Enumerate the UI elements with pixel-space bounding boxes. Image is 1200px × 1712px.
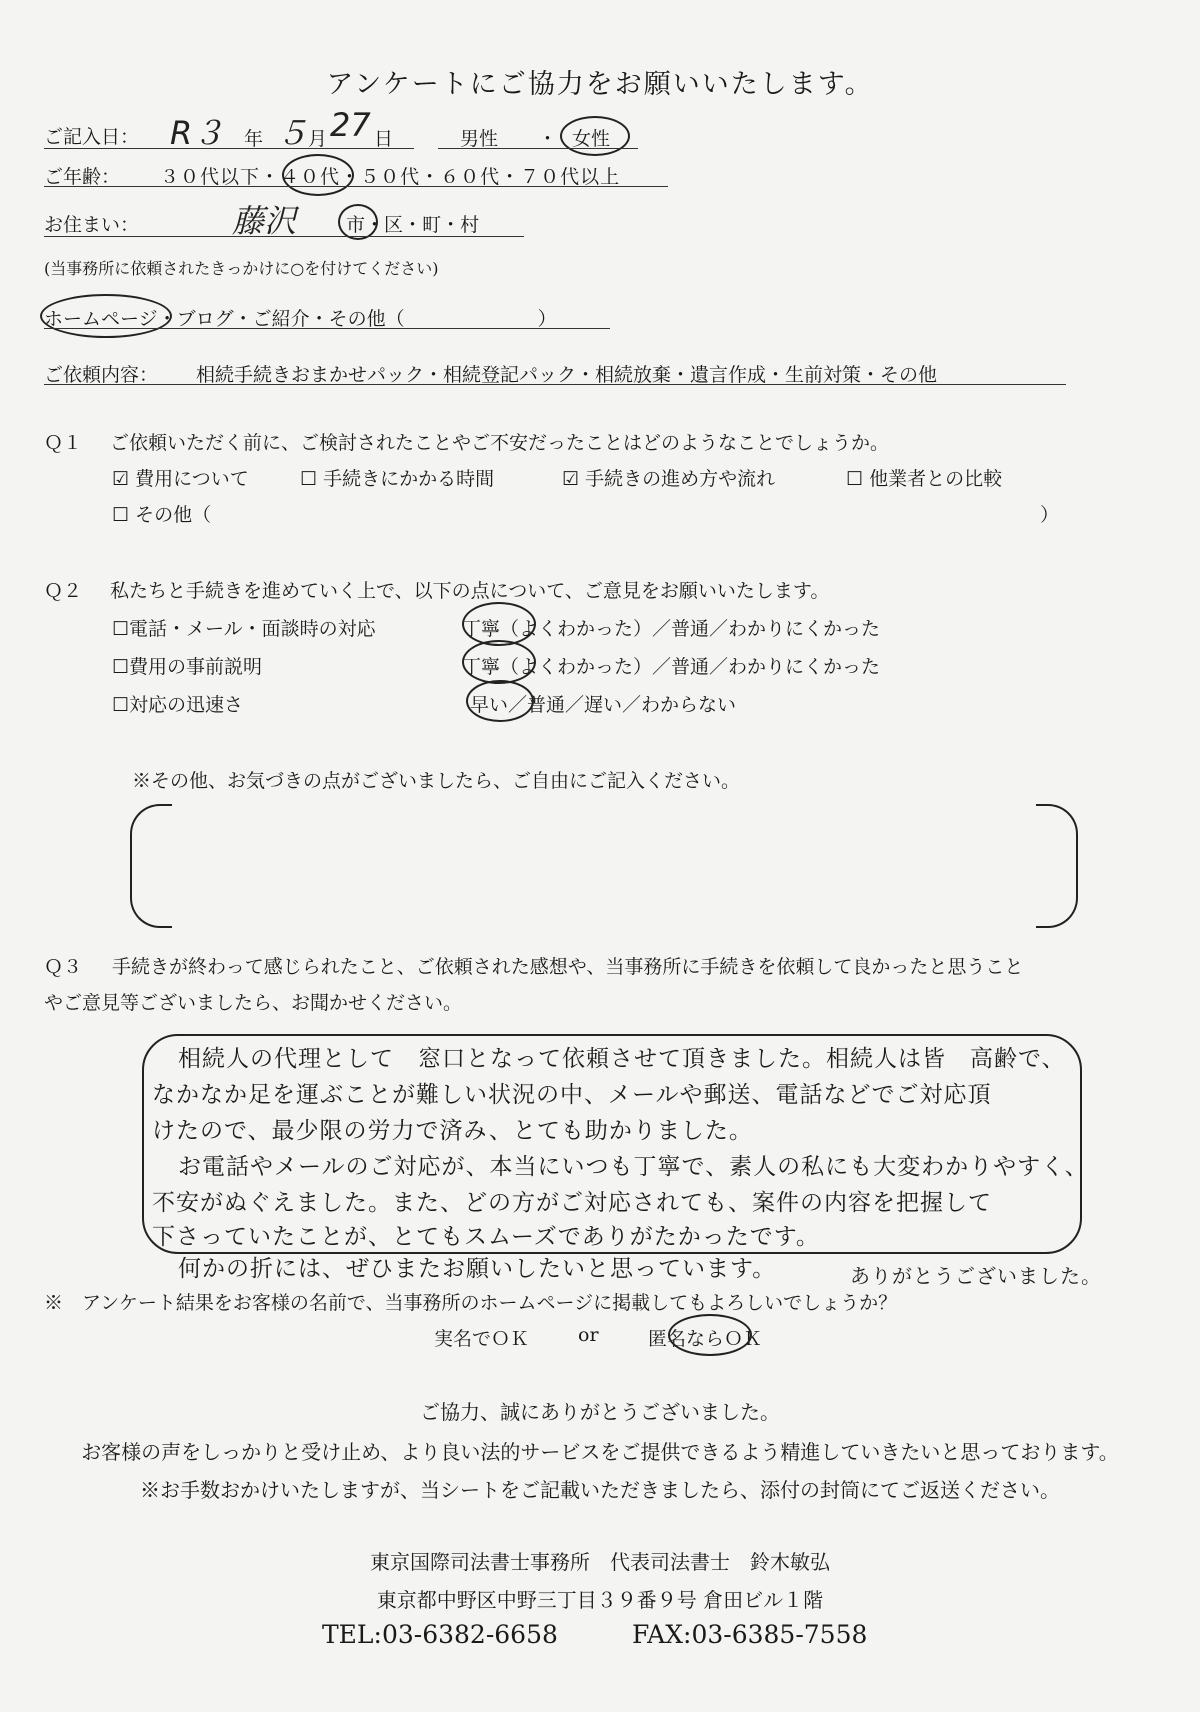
q1-option-cost <box>112 464 249 491</box>
office-address: 東京都中野区中野三丁目３９番９号 倉田ビル１階 <box>376 1588 824 1612</box>
trigger-underline <box>44 328 610 329</box>
checkbox-icon[interactable]: ☐ <box>300 468 318 490</box>
trigger-options: ホームページ・ブログ・ご紹介・その他（ ） <box>44 308 557 330</box>
q1-option-process <box>562 464 775 491</box>
office-tel: TEL:03-6382-6658 <box>322 1620 558 1649</box>
gender-male: 男性 <box>460 128 499 150</box>
address-label: お住まい： <box>44 214 140 236</box>
q2-row-speed-label: ☐対応の迅速さ <box>112 694 244 716</box>
checkbox-icon[interactable]: ☐ <box>112 504 130 526</box>
office-fax: FAX:03-6385-7558 <box>632 1620 868 1649</box>
q1-other-close: ） <box>1040 504 1060 526</box>
q1-option-compare-label: 他業者との比較 <box>869 468 1003 490</box>
address-ward: 区 <box>384 214 404 236</box>
q2-speed-fast-circle <box>466 680 534 722</box>
q3-number: Ｑ３ <box>44 956 83 978</box>
age-option-50: ５０代 <box>360 166 421 188</box>
q2-number: Ｑ２ <box>44 580 83 602</box>
month-unit: 月 <box>308 128 328 150</box>
address-town: 町 <box>422 214 442 236</box>
q1-other-label: その他（ <box>135 504 212 526</box>
q2-note: ※その他、お気づきの点がございましたら、ご自由にご記入ください。 <box>132 770 741 792</box>
q1-option-process-label: 手続きの進め方や流れ <box>585 468 776 490</box>
q2-text: 私たちと手続きを進めていく上で、以下の点について、ご意見をお願いいたします。 <box>110 580 830 602</box>
publish-question: ※ アンケート結果をお客様の名前で、当事務所のホームページに掲載してもよろしいでしょうか？ <box>44 1292 898 1314</box>
q2-row-cost-choices: 丁寧（よくわかった）／普通／わかりにくかった <box>462 656 881 678</box>
publish-or: or <box>578 1324 599 1346</box>
gender-sep: ・ <box>538 128 558 150</box>
q3-hand-thanks: ありがとうございました。 <box>850 1264 1102 1288</box>
publish-anonymous-circle <box>668 1314 752 1356</box>
q3-hand-line-1: 相続人の代理として 窓口となって依頼させて頂きました。相続人は皆 高齢で、 <box>178 1046 1066 1072</box>
q3-hand-line-5: 不安がぬぐえました。また、どの方がご対応されても、案件の内容を把握して <box>152 1190 992 1216</box>
age-options <box>160 162 620 189</box>
checkbox-checked-icon[interactable]: ☑ <box>562 468 580 490</box>
homepage-circle <box>40 294 172 338</box>
checkbox-icon[interactable]: ☐ <box>846 468 864 490</box>
q2-row-contact-label: ☐電話・メール・面談時の対応 <box>112 618 376 640</box>
q3-text-line2: やご意見等ございましたら、お聞かせください。 <box>44 992 463 1014</box>
closing-line-3: ※お手数おかけいたしますが、当シートをご記載いただきましたら、添付の封筒にてご返送ください。 <box>140 1478 1060 1502</box>
q3-text-line1: 手続きが終わって感じられたこと、ご依頼された感想や、当事務所に手続きを依頼して良かったと思うこと <box>112 956 1024 978</box>
q1-option-other <box>112 500 211 527</box>
entry-date-label: ご記入日： <box>44 126 140 148</box>
age-option-30: ３０代以下 <box>160 166 261 188</box>
age-40-circle <box>282 154 354 196</box>
q2-row-contact-choices: 丁寧（よくわかった）／普通／わかりにくかった <box>462 618 881 640</box>
q3-hand-line-2: なかなか足を運ぶことが難しい状況の中、メールや郵送、電話などでご対応頂 <box>152 1082 992 1108</box>
q3-hand-line-6: 下さっていたことが、とてもスムーズでありがたかったです。 <box>152 1224 820 1250</box>
closing-line-1: ご協力、誠にありがとうございました。 <box>420 1400 780 1424</box>
publish-anonymous: 匿名ならＯＫ <box>648 1328 763 1350</box>
entry-date-underline <box>44 148 414 149</box>
q1-number: Ｑ１ <box>44 432 83 454</box>
q1-option-time-label: 手続きにかかる時間 <box>323 468 495 490</box>
year-unit: 年 <box>244 128 264 150</box>
entry-date-month: ５ <box>276 114 309 152</box>
address-sep: ・ <box>403 214 423 236</box>
q3-hand-line-4: お電話やメールのご対応が、本当にいつも丁寧で、素人の私にも大変わかりやすく、 <box>178 1154 1089 1180</box>
q3-hand-line-7: 何かの折には、ぜひまたお願いしたいと思っています。 <box>178 1256 777 1282</box>
address-sep: ・ <box>441 214 461 236</box>
q2-cost-polite-circle <box>462 640 536 684</box>
q1-option-time <box>300 464 494 491</box>
entry-date-day: 27 <box>330 106 371 144</box>
age-option-60: ６０代 <box>440 166 501 188</box>
q3-hand-line-3: けたので、最少限の労力で済み、とても助かりました。 <box>152 1118 753 1144</box>
free-comment-bracket-right <box>1036 804 1078 928</box>
address-village: 村 <box>460 214 480 236</box>
gender-underline <box>438 148 638 149</box>
request-label: ご依頼内容： <box>44 364 159 386</box>
gender-female: 女性 <box>572 128 611 150</box>
q2-row-cost-label: ☐費用の事前説明 <box>112 656 263 678</box>
survey-title: アンケートにご協力をお願いいたします。 <box>326 69 874 100</box>
q1-option-compare <box>846 464 1002 491</box>
office-name: 東京国際司法書士事務所 代表司法書士 鈴木敏弘 <box>370 1550 830 1574</box>
q1-text: ご依頼いただく前に、ご検討されたことやご不安だったことはどのようなことでしょうか。 <box>110 432 890 454</box>
trigger-note: (当事務所に依頼されたきっかけに○を付けてください) <box>44 259 439 278</box>
entry-date-era: R３ <box>170 114 225 152</box>
free-comment-bracket-left <box>130 804 172 928</box>
address-underline <box>44 236 524 237</box>
age-sep: ・ <box>260 166 281 188</box>
address-sep: ・ <box>365 214 385 236</box>
age-option-70: ７０代以上 <box>520 166 621 188</box>
request-options: 相続手続きおまかせパック・相続登記パック・相続放棄・遺言作成・生前対策・その他 <box>196 364 938 386</box>
address-value: 藤沢 <box>232 202 297 240</box>
request-underline <box>44 384 1066 385</box>
closing-line-2: お客様の声をしっかりと受け止め、より良い法的サービスをご提供できるよう精進していきたいと思っております。 <box>81 1440 1119 1464</box>
age-sep: ・ <box>340 166 361 188</box>
address-city-circle <box>338 204 378 240</box>
age-underline <box>44 186 668 187</box>
age-label: ご年齢： <box>44 166 121 188</box>
gender-female-circle <box>560 116 630 156</box>
publish-real-name: 実名でＯＫ <box>434 1328 530 1350</box>
age-sep: ・ <box>500 166 521 188</box>
address-city: 市 <box>346 214 366 236</box>
day-unit: 日 <box>374 128 394 150</box>
checkbox-checked-icon[interactable]: ☑ <box>112 468 130 490</box>
q2-row-speed-choices: 早い／普通／遅い／わからない <box>470 694 737 716</box>
age-option-40: ４０代 <box>280 166 341 188</box>
q1-option-cost-label: 費用について <box>135 468 249 490</box>
age-sep: ・ <box>420 166 441 188</box>
